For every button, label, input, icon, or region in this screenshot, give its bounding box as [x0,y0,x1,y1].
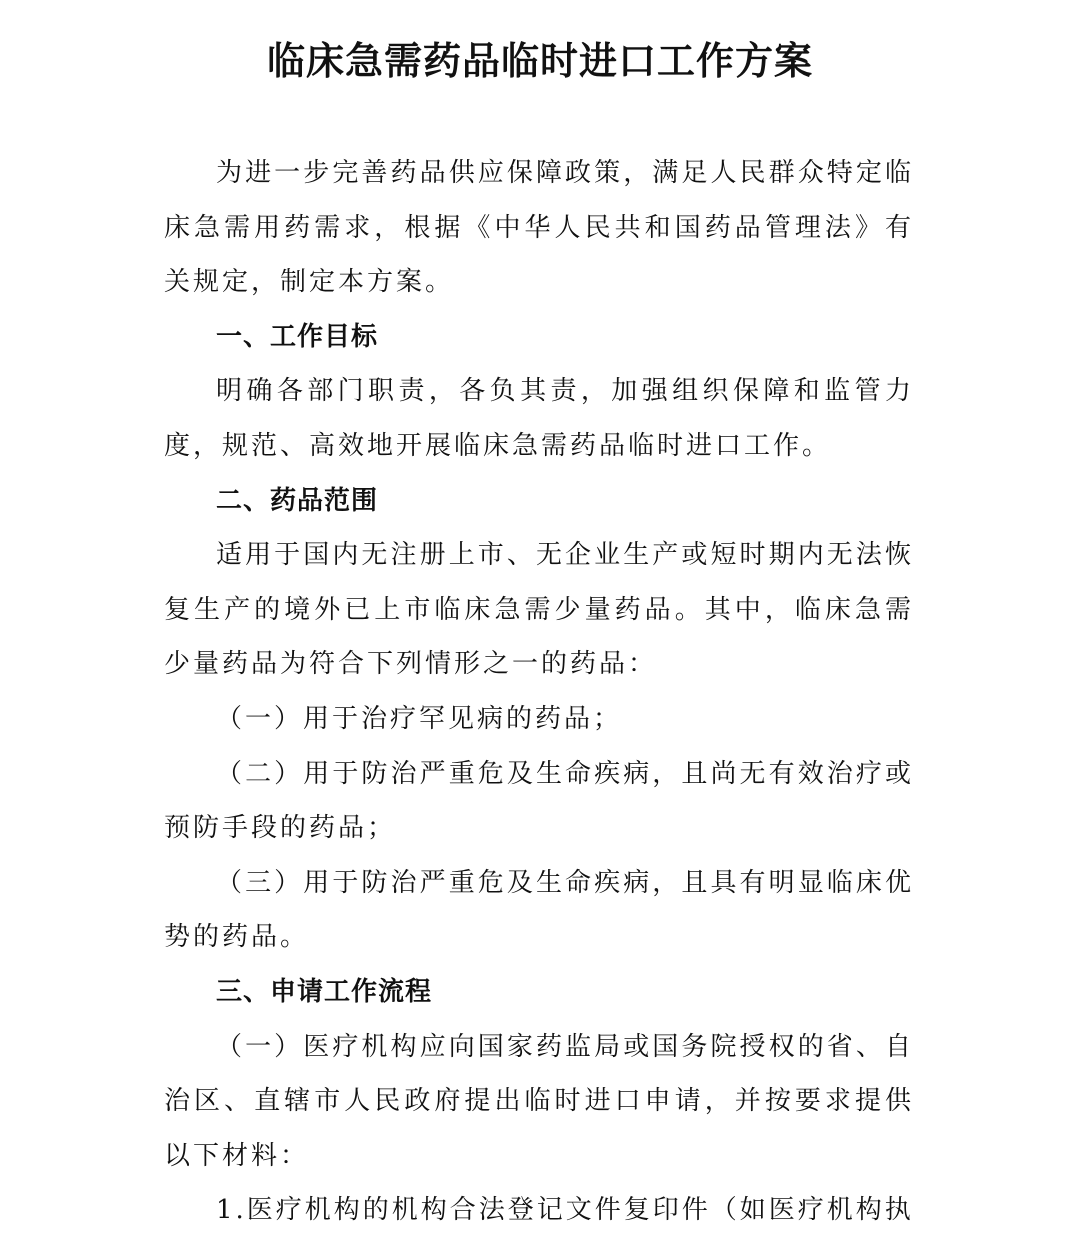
drug-scope-item: （三）用于防治严重危及生命疾病，且具有明显临床优势的药品。 [164,867,914,953]
drug-scope-paragraph: 适用于国内无注册上市、无企业生产或短时期内无法恢复生产的境外已上市临床急需少量药品。其中，临床急需少量药品为符合下列情形之一的药品： [164,540,914,680]
section-heading-application-process: 三、申请工作流程 [216,976,433,1007]
document-title: 临床急需药品临时进口工作方案 [266,39,813,83]
document-body [164,146,914,1238]
application-process-paragraph: （一）医疗机构应向国家药监局或国务院授权的省、自治区、直辖市人民政府提出临时进口申请，并按要求提供以下材料： [164,1031,914,1171]
goals-paragraph: 明确各部门职责，各负其责，加强组织保障和监管力度，规范、高效地开展临床急需药品临时进口工作。 [164,376,914,461]
application-material-item: 1.医疗机构的机构合法登记文件复印件（如医疗机构执 [216,1195,914,1226]
drug-scope-item: （二）用于防治严重危及生命疾病，且尚无有效治疗或预防手段的药品； [164,758,914,844]
intro-paragraph: 为进一步完善药品供应保障政策，满足人民群众特定临床急需用药需求，根据《中华人民共和国药品管理法》有关规定，制定本方案。 [164,158,914,298]
drug-scope-item: （一）用于治疗罕见病的药品； [216,703,623,734]
section-heading-goals: 一、工作目标 [216,321,379,352]
section-heading-drug-scope: 二、药品范围 [216,485,379,516]
